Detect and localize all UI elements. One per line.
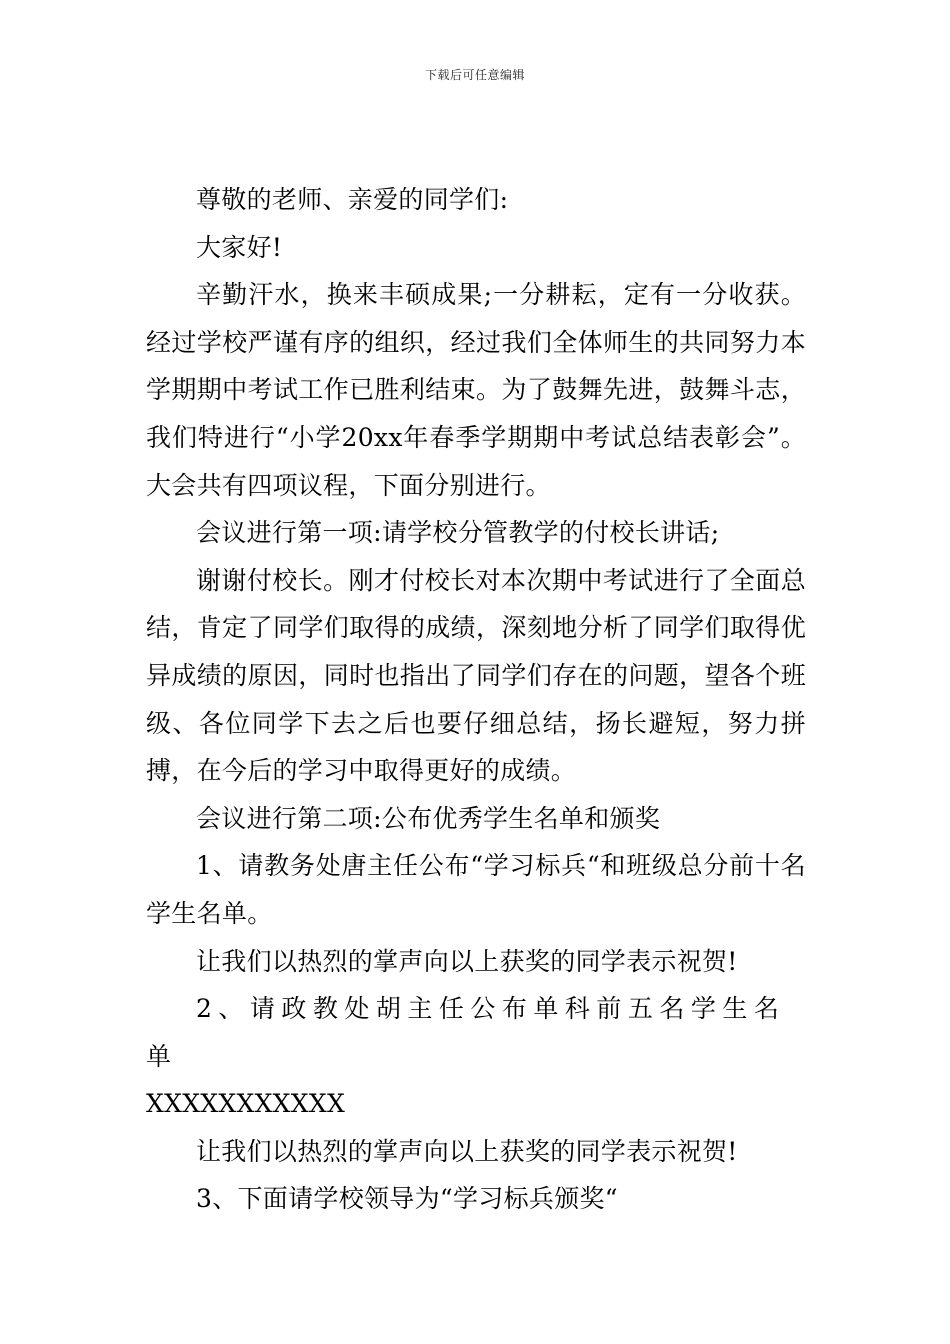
agenda-item-two: 会议进行第二项:公布优秀学生名单和颁奖 (196, 803, 661, 833)
applause-line: 让我们以热烈的掌声向以上获奖的同学表示祝贺! (196, 1136, 738, 1166)
salutation: 尊敬的老师、亲爱的同学们: (196, 185, 509, 214)
document-body (146, 176, 806, 1223)
opening-paragraph: 辛勤汗水，换来丰硕成果;一分耕耘，定有一分收获。经过学校严谨有序的组织，经过我们全体师生的共同努力本学期期中考试工作已胜利结束。为了鼓舞先进，鼓舞斗志，我们特进行“小学20xx年春季学期期中考试总结表彰会”。大会共有四项议程，下面分别进行。 (146, 280, 806, 500)
agenda-item-one: 会议进行第一项:请学校分管教学的付校长讲话; (196, 518, 720, 548)
award-step-three: 3、下面请学校领导为“学习标兵颁奖“ (196, 1184, 618, 1214)
award-step-two: 2、请政教处胡主任公布单科前五名学生名单 (146, 994, 786, 1071)
placeholder-names: XXXXXXXXXXX (146, 1089, 346, 1119)
thanks-paragraph: 谢谢付校长。刚才付校长对本次期中考试进行了全面总结，肯定了同学们取得的成绩，深刻地分析了同学们取得优异成绩的原因，同时也指出了同学们存在的问题，望各个班级、各位同学下去之后也要仔细总结，扬长避短，努力拼搏，在今后的学习中取得更好的成绩。 (146, 565, 806, 786)
greeting: 大家好! (196, 232, 283, 262)
award-step-one: 1、请教务处唐主任公布“学习标兵“和班级总分前十名学生名单。 (146, 851, 806, 928)
applause-line: 让我们以热烈的掌声向以上获奖的同学表示祝贺! (196, 946, 738, 976)
page-header-note: 下载后可任意编辑 (424, 68, 525, 82)
